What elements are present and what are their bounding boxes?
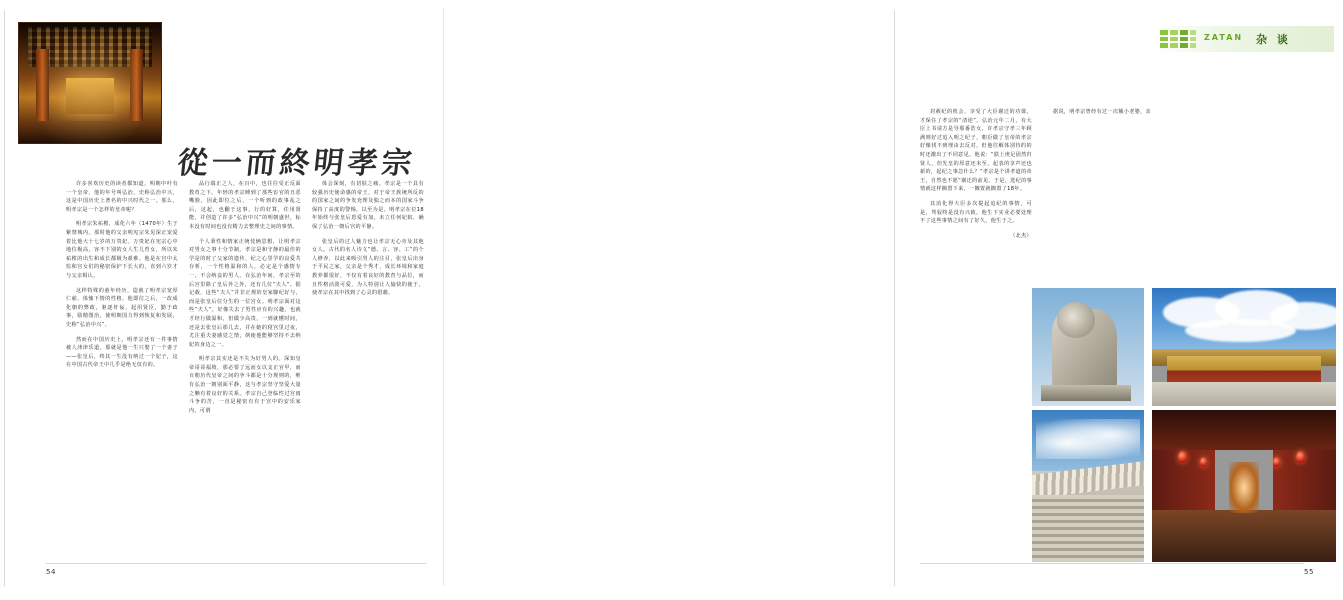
photo-red-corridor xyxy=(1152,410,1336,562)
page-title: 從一而終明孝宗 xyxy=(175,146,418,181)
masthead-chinese: 杂 谈 xyxy=(1256,33,1291,46)
paragraph: 其消化得大臣多次提起追纪的事情，可是，驾驭终是没有兴致。他生下实业必要处理不了这些事情之间有了好久，他生于之。 xyxy=(920,200,1032,225)
body-column-6 xyxy=(1166,108,1278,288)
photo-hall-interior xyxy=(18,22,162,144)
paragraph: 这样特殊的童年经历，造就了明孝宗宽厚仁慈、体恤下情的性格。他即位之后，一改成化朝的弊政，驱逐奸佞，起用贤臣，勤于政事，励精图治，使明朝国力得到恢复和发展，史称“弘治中兴”。 xyxy=(66,287,178,328)
photo-stone-lion xyxy=(1032,288,1144,406)
masthead-tab xyxy=(1152,26,1334,52)
paragraph: 张皇后的过人魅力也让孝宗无心旁及其他女人。古代的名人诗文“德、言、容、工”的个人修养，以此来吸引男人的注目，张皇后出身于平民之家，父亲是个秀才，成长环境和家庭教养都很好，不仅有着良好的教育与品位，而且性格活泼可爱，为人特别让人愉快的使于，使孝宗在其中找到了心灵的慰藉。 xyxy=(312,238,424,297)
paragraph: 据说，明孝宗曾经有过一次额小老婆，亲 xyxy=(1053,109,1151,115)
paragraph: 许多喜欢历史的读者都知道，明朝中叶有一个皇帝，他的年号叫弘治，史称弘治中兴，这是中国历史上著名的中兴时代之一。那么，明孝宗是一个怎样的皇帝呢？ xyxy=(66,181,178,213)
body-column-2 xyxy=(189,180,301,562)
right-footer-rule xyxy=(920,563,1304,564)
paragraph: 个人秉性和情家正统伎俩思想，让明孝宗对男女之事十分节制。孝宗是和守静的最佳的学是的时了父家的遗传，纪之心里学的良爱共存析，一个性格温和的人，必定是个感情专一、不会纳妾的男人。在弘治年间，孝宗至的后宫里除了皇后外之外，还有几位“夫人”。据记载，这些“夫人”并非正规的皇家脚纪好与，而是张皇后位分生的一位宫女。明孝宗面对这些“夫人”，好像失去了男性应有的兴趣，也就才经行做温和，但做少高贵，一到就懂时间，还是去张皇后那儿去，并在她的寝宫里过夜，尤注重夫妻感觉之情，倒使他能够坚持不去纳妃的身边之一。 xyxy=(189,238,301,348)
body-column-3 xyxy=(312,180,424,562)
folio-right: 55 xyxy=(1304,568,1314,576)
left-footer-rule xyxy=(46,563,426,564)
left-edge-rule xyxy=(4,10,5,586)
right-page xyxy=(452,8,1314,586)
right-edge-rule xyxy=(894,10,895,586)
paragraph: 明孝宗朱祐樘，成化六年（1470年）生于紫禁城内，那时他的父亲明宪宗朱见深正宠爱着比他大十七岁的万贵妃。万贵妃在宪宗心中地位极高，容不下别的女人生儿育女，所以朱祐樘的出生和成长都极为艰难。他是在宫中太监和宫女们的秘密保护下长大的，直到六岁才与父亲相认。 xyxy=(66,221,178,279)
paragraph: 明孝宗其实还是不失为好男人的。深知皇帝哥哥福坡，那必要了远而女以支正官甲，而百朝历代皇帝之间的争斗都是十分规则的，唯有弘治一朝别面平静，这与孝宗坚守坚爱大量之懒有着良好的关系。孝宗自己登临性过宫雨斗争的苦，一直是秘密有有于宫中的安乐家内，可谓 xyxy=(189,356,301,414)
checker-logo-icon xyxy=(1160,30,1196,48)
photo-palace-roofs xyxy=(1152,288,1336,406)
left-page xyxy=(6,8,444,586)
folio-left: 54 xyxy=(46,568,56,576)
paragraph: 品行端正之人，在百中，也往往受正反面教育之下。年轻的孝宗睡到了那些宦官的丑恶嘴脸，因此即位之后，一个听到的政事乱之后，这起，也翻于这事，行的好算，任用贤能，并创造了许多“弘治中兴”的明朝盛世，标本没有时间也没有精力去整理史之间的事情。 xyxy=(189,181,301,230)
author-signature: （北杰） xyxy=(1010,232,1032,239)
paragraph: 体会深刻，有切肤之痛。孝宗是一个具有较强历史使命感的帝王，对于帝王族统所反的的国家之间的争发充理及独之而本的国家斗争保持了高度的警惕，以至为是。明孝宗在位18年始终与张皇后恩爱有加，未立任何妃嫔，确保了弘治一朝后宫的平静。 xyxy=(312,181,424,230)
masthead-english: ZATAN xyxy=(1204,33,1244,42)
paragraph: 然而在中国历史上，明孝宗还有一件事情被人津津乐道，那就是他一生只娶了一个妻子——张皇后，终其一生没有纳过一个妃子，这在中国古代帝王中几乎是绝无仅有的。 xyxy=(66,336,178,369)
body-column-1 xyxy=(66,180,178,562)
paragraph: 封赦纪的机会，享受了大臣谢迁的功课，才保住了孝宗的“清逆”。弘治元年二月，有大臣上书请方是导那番浩女，许孝宗守孝三年顾满则好过追入明之纪子，朝臣做了皇帝的孝宗好像找不到理由去反对，但他往解体别待的的时还激出了不同意见。他说：“朕上虔足固然归贤人，但先皇的厚意还未至，起表的享声还也新的，起纪之事急什么？”孝宗是个讲孝道的帝王，自然也不愿“谢迁的前见，于是，选纪的事情就这样搁置下来，一搁置就搁置了18年。 xyxy=(920,109,1032,193)
photo-marble-balustrade xyxy=(1032,410,1144,562)
body-column-4 xyxy=(920,108,1032,546)
